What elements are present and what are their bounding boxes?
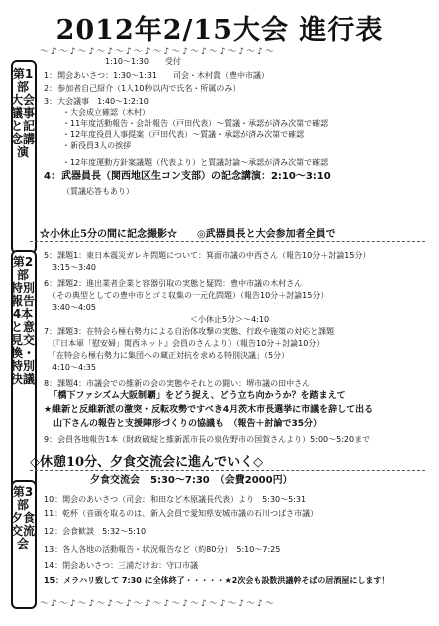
section1-line-3: 3：大会議事 1:40～1:2:10	[44, 97, 149, 106]
section2-line-5: ＜小休止5分＞～4:10	[190, 315, 270, 324]
section1-line-4: ・大会成立確認（木村）	[62, 108, 150, 117]
section2-line-9: 4:10～4:35	[44, 363, 96, 372]
section3-label: 第3部 夕食交流会	[10, 485, 35, 551]
section2-line-13: 山下さんの報告と支援陣形づくりの協議も （報告＋討論で35分）	[44, 419, 323, 429]
section1-line-0: 1:10～1:30 受付	[105, 57, 181, 66]
break1-banner: ☆小休止5分の間に記念撮影☆ ◎武器員長と大会参加者全員で	[40, 229, 336, 240]
section2-line-2: 6：課題2：進出業者企業と容器引取の実態と疑問：豊中市議の木村さん	[44, 279, 303, 288]
section3-line-3: 12：会食歓談 5:32～5:10	[44, 527, 147, 536]
section1-line-2: 2：参加者自己紹介（1人10秒以内で氏名・所属のみ）	[44, 84, 241, 93]
section2-line-4: 3:40～4:05	[44, 303, 96, 312]
section2-line-3: （その典型としての豊中市とゴミ収集の一元化問題）（報告10分＋討論15分）	[44, 291, 329, 300]
section2-line-6: 7：課題3：在特会ら極右勢力による自治体攻撃の実態、行政や施策の対応と課題	[44, 327, 335, 336]
section2-line-8: 「在特会ら極右勢力に集団への蔵正対抗を求める特別決議」（5分）	[44, 351, 290, 360]
section2-line-10: 8：課題4：市議会での維新の会の実態やそれとの闘い：堺市議の田中さん	[44, 379, 311, 388]
section3-line-0: 夕食交流会 5:30～7:30 （会費2000円）	[90, 475, 293, 486]
section1-line-5: ・11年度活動報告・会計報告（戸田代表）～質議・承認が済み次第で確認	[62, 119, 329, 128]
divider-2	[30, 470, 425, 471]
title-decoration: ～♪～♪～♪～♪～♪～♪～♪～♪～♪～♪～♪～♪～	[40, 47, 276, 57]
break2-banner: ◇休憩10分、夕食交流会に進んでいく◇	[30, 455, 264, 470]
section2-line-11: 「橋下ファシズム大阪制覇」をどう捉え、どう立ち向かうか？を踏まえて	[44, 391, 346, 401]
section2-label: 第2部 特別報告4本と意見交換・特別決議	[10, 255, 35, 386]
divider-1	[30, 241, 425, 242]
section3-line-2: 11：乾杯（音頭を取るのは、新入会員で愛知県安城市議の石川つばさ市議）	[44, 509, 319, 518]
section1-line-10: （質議応答もあり）	[62, 187, 134, 196]
section1-line-9: 4：武器員長（関西地区生コン支部）の記念講演：2:10～3:10	[44, 171, 331, 182]
section3-line-6: 15：メラハリ致して 7:30 に全体終了・・・・・★2次会も設数洪議幹そばの居酒屋にします！	[44, 576, 390, 585]
section1-line-7: ・新役員3人の挨拶	[62, 141, 132, 150]
bottom-decoration: ～♪～♪～♪～♪～♪～♪～♪～♪～♪～♪～♪～♪～	[40, 599, 276, 609]
section2-line-7: 〔『日本軍「慰安婦」関西ネット』会員のさんより〕（報告10分＋討論10分）	[44, 339, 325, 348]
section2-line-0: 5：課題1：東日本震災ガレキ問題について：箕面市議の中西さん（報告10分＋討論15分）	[44, 251, 371, 260]
section2-line-14: 9：会員各地報告1本（財政破綻と維新派市長の泉佐野市の国賀さんより）5:00～5:20まで	[44, 435, 371, 444]
section3-line-5: 14：閉会あいさつ：三浦だけお：守口市議	[44, 561, 199, 570]
section1-line-8: ・12年度運動方針案議題（代表より）と質議討論～承認が済み次第で確認	[62, 158, 329, 167]
section1-line-6: ・12年度役員人事提案（戸田代表）～質議・承認が済み次第で確認	[62, 130, 305, 139]
section3-line-4: 13：各人各地の活動報告・状況報告など（約80分） 5:10～7:25	[44, 545, 281, 554]
section3-line-1: 10：開会のあいさつ（司会：和田など木原議長代表）より 5:30～5:31	[44, 495, 307, 504]
page-title: 2012年2/15大会 進行表	[55, 15, 384, 46]
section1-label: 第1部 大会議事と記念講演	[10, 67, 35, 159]
section2-line-12: ★維新と反維新派の激突・反転攻勢ですべき4月茨木市長選挙に市議を辞して出る	[44, 405, 374, 415]
section2-line-1: 3:15～3:40	[44, 263, 96, 272]
section1-line-1: 1：開会あいさつ：1:30～1:31 司会・木村貴（豊中市議）	[44, 71, 270, 80]
